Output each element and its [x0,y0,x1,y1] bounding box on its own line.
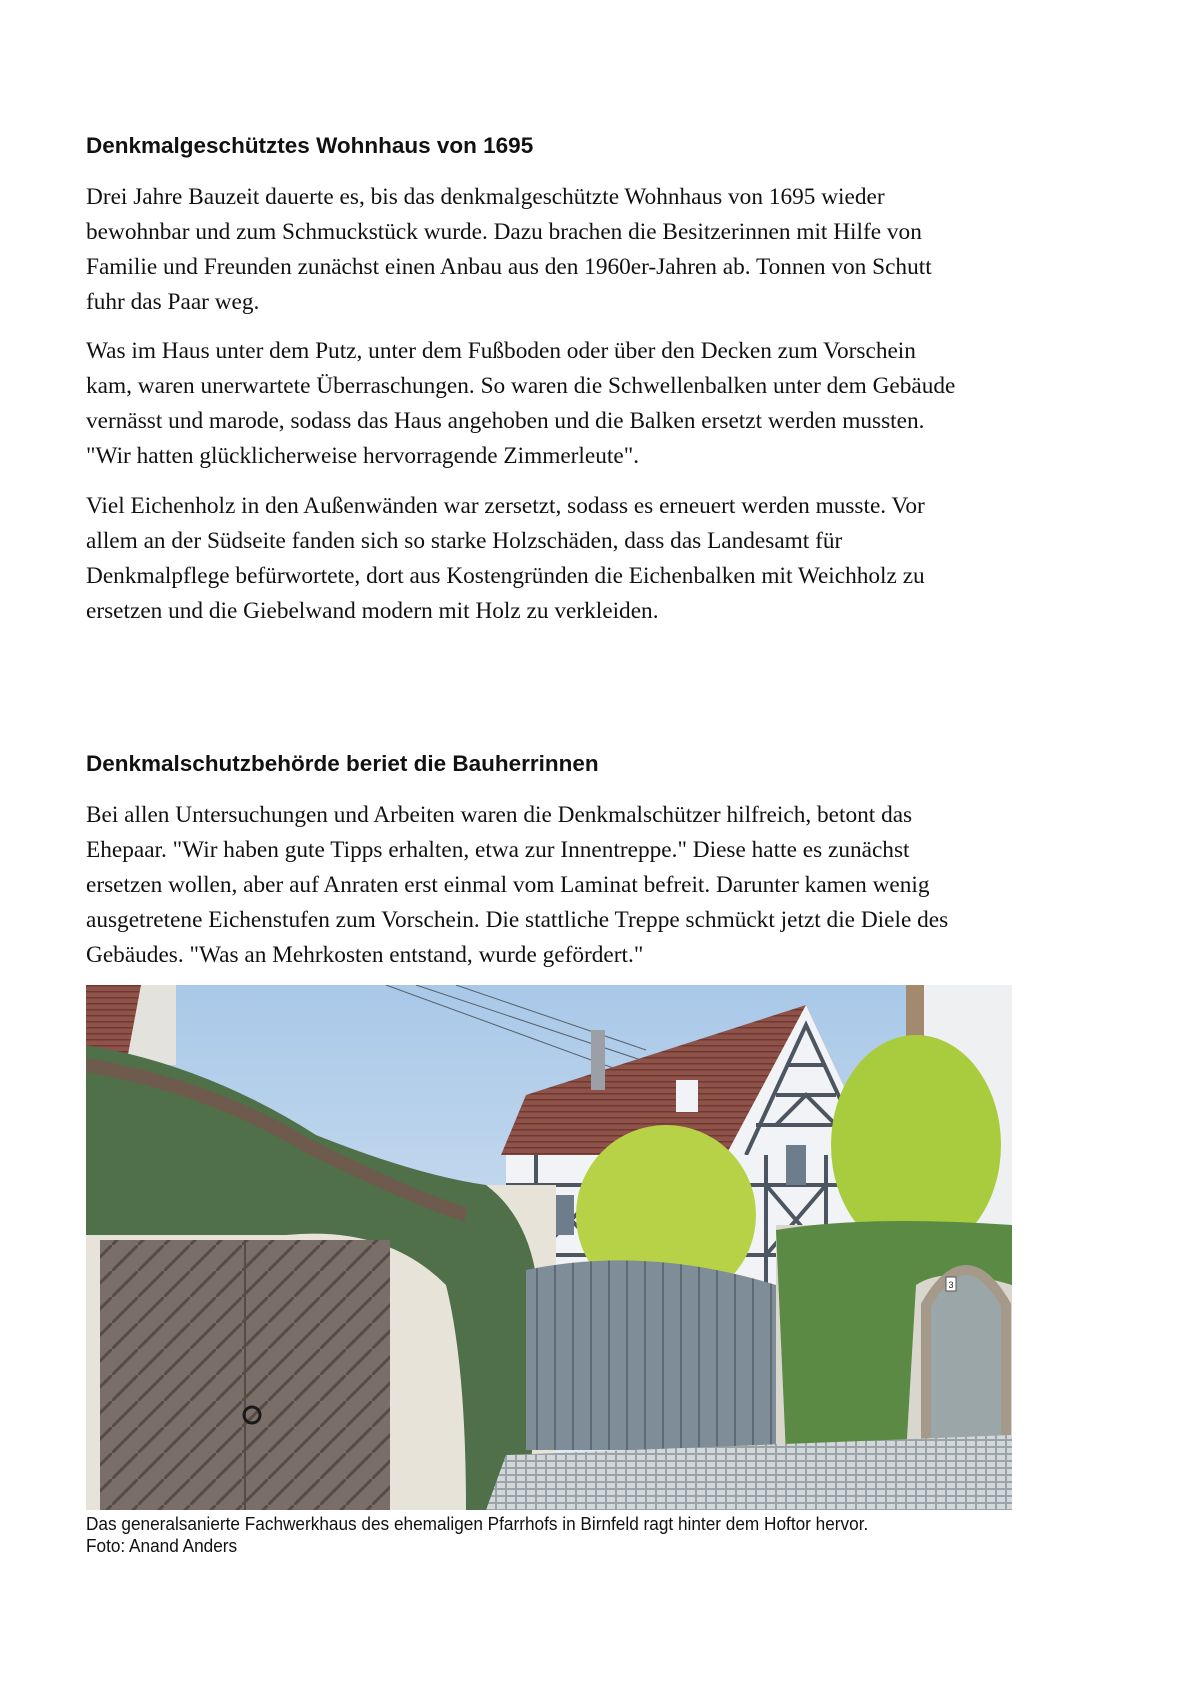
paragraph [86,489,1086,629]
photo-caption [86,1513,868,1557]
text-line: ersetzen und die Giebelwand modern mit Holz zu verkleiden. [86,598,659,624]
house-number: 3 [948,1280,954,1290]
section-heading: Denkmalgeschütztes Wohnhaus von 1695 [86,133,534,158]
text-line: Ehepaar. "Wir haben gute Tipps erhalten, etwa zur Innentreppe." Diese hatte es zunächst [86,837,910,863]
text-line: ausgetretene Eichenstufen zum Vorschein. Die stattliche Treppe schmückt jetzt die Diele des [86,907,949,933]
text-line: bewohnbar und zum Schmuckstück wurde. Dazu brachen die Besitzerinnen mit Hilfe von [86,219,922,245]
photo-credit: Foto: Anand Anders [86,1535,238,1556]
article-photo [86,985,1012,1510]
window [786,1145,806,1185]
text-line: fuhr das Paar weg. [86,289,260,315]
chimney [591,1030,605,1090]
text-line: Gebäudes. "Was an Mehrkosten entstand, wurde gefördert." [86,942,644,968]
paragraph [86,798,1086,973]
text-line: "Wir hatten glücklicherweise hervorragende Zimmerleute". [86,443,640,469]
text-line: Was im Haus unter dem Putz, unter dem Fußboden oder über den Decken zum Vorschein [86,338,916,364]
wooden-gate [526,1260,776,1450]
text-line: Drei Jahre Bauzeit dauerte es, bis das denkmalgeschützte Wohnhaus von 1695 wieder [86,184,885,210]
window [556,1195,574,1235]
text-line: Viel Eichenholz in den Außenwänden war zersetzt, sodass es erneuert werden musste. Vor [86,493,925,519]
arched-door [926,1270,1006,1455]
text-line: Denkmalpflege befürwortete, dort aus Kostengründen die Eichenbalken mit Weichholz zu [86,563,925,589]
paragraph [86,180,1086,320]
text-line: kam, waren unerwartete Überraschungen. So waren die Schwellenbalken unter dem Gebäude [86,373,956,399]
paragraph [86,334,1086,474]
photo-illustration [86,985,1012,1510]
text-line: Familie und Freunden zunächst einen Anbau aus den 1960er-Jahren ab. Tonnen von Schutt [86,254,932,280]
text-line: vernässt und marode, sodass das Haus angehoben und die Balken ersetzt werden mussten. [86,408,925,434]
text-line: ersetzen wollen, aber auf Anraten erst einmal vom Laminat befreit. Darunter kamen wenig [86,872,930,898]
text-line: allem an der Südseite fanden sich so starke Holzschäden, dass das Landesamt für [86,528,843,554]
text-line: Bei allen Untersuchungen und Arbeiten waren die Denkmalschützer hilfreich, betont das [86,802,913,828]
section-heading: Denkmalschutzbehörde beriet die Bauherrinnen [86,751,599,776]
caption-text: Das generalsanierte Fachwerkhaus des ehemaligen Pfarrhofs in Birnfeld ragt hinter dem Hoftor hervor. [86,1513,869,1534]
dormer-window [676,1080,698,1112]
